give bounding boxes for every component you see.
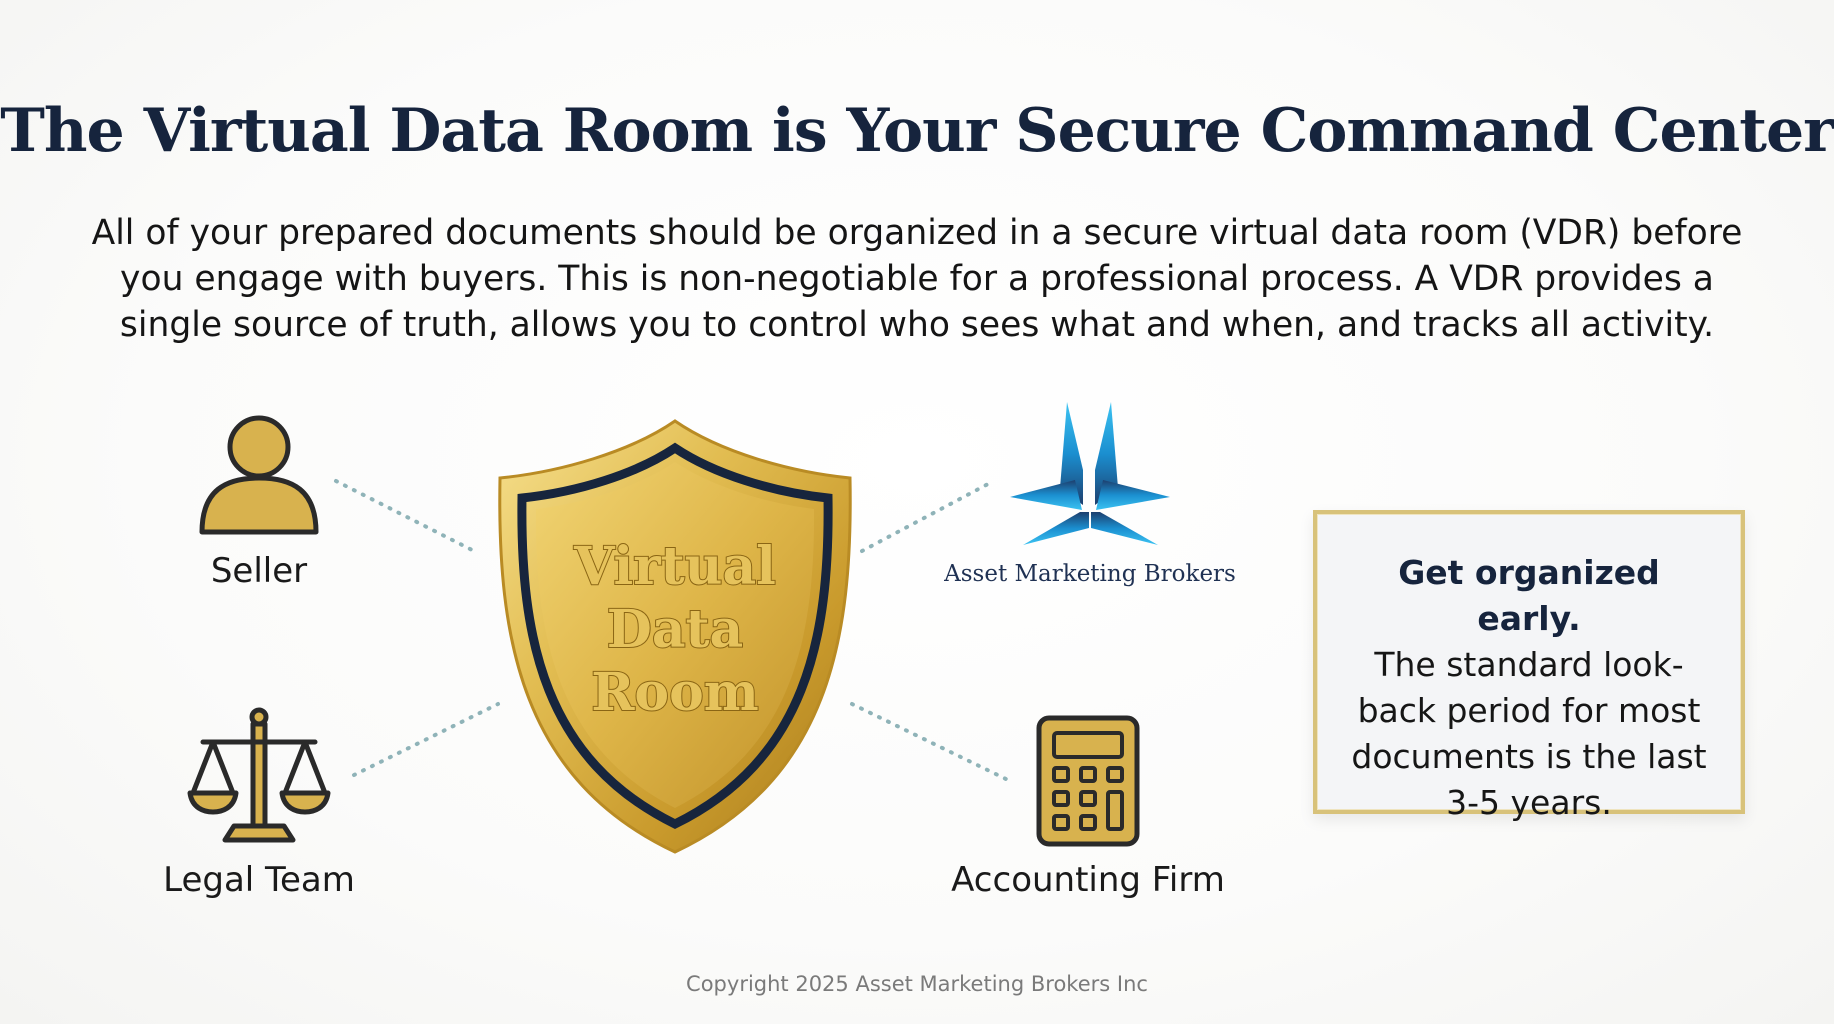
shield-label-line-2: Data <box>606 599 744 660</box>
connector-broker <box>862 484 988 551</box>
calculator-icon <box>1039 718 1137 844</box>
broker-name: Asset Marketing Brokers <box>944 561 1236 587</box>
page-title: The Virtual Data Room is Your Secure Command Center <box>0 96 1834 166</box>
broker-logo-icon <box>1010 402 1170 545</box>
connector-accounting <box>852 704 1008 780</box>
shield-label-line-3: Room <box>591 662 759 723</box>
seller-label: Seller <box>210 551 308 591</box>
legal-team-label: Legal Team <box>163 860 355 900</box>
copyright-footer: Copyright 2025 Asset Marketing Brokers Inc <box>686 972 1148 996</box>
connector-seller <box>336 481 474 551</box>
callout-body: The standard look-back period for most documents is the last 3-5 years. <box>1351 645 1707 822</box>
callout-heading: Get organized early. <box>1398 553 1660 638</box>
accounting-firm-label: Accounting Firm <box>951 860 1225 900</box>
connector-legal <box>354 704 498 775</box>
intro-paragraph: All of your prepared documents should be organized in a secure virtual data room (VDR) before you engage with buyers. This is non-negotiable for a professional process. A VDR provides a single source of truth, allows you to control who sees what and when, and tracks all activity. <box>91 213 1743 345</box>
shield-label-line-1: Virtual <box>574 536 776 597</box>
person-icon <box>202 418 316 532</box>
tip-callout <box>1313 510 1745 822</box>
scales-icon <box>190 710 328 840</box>
